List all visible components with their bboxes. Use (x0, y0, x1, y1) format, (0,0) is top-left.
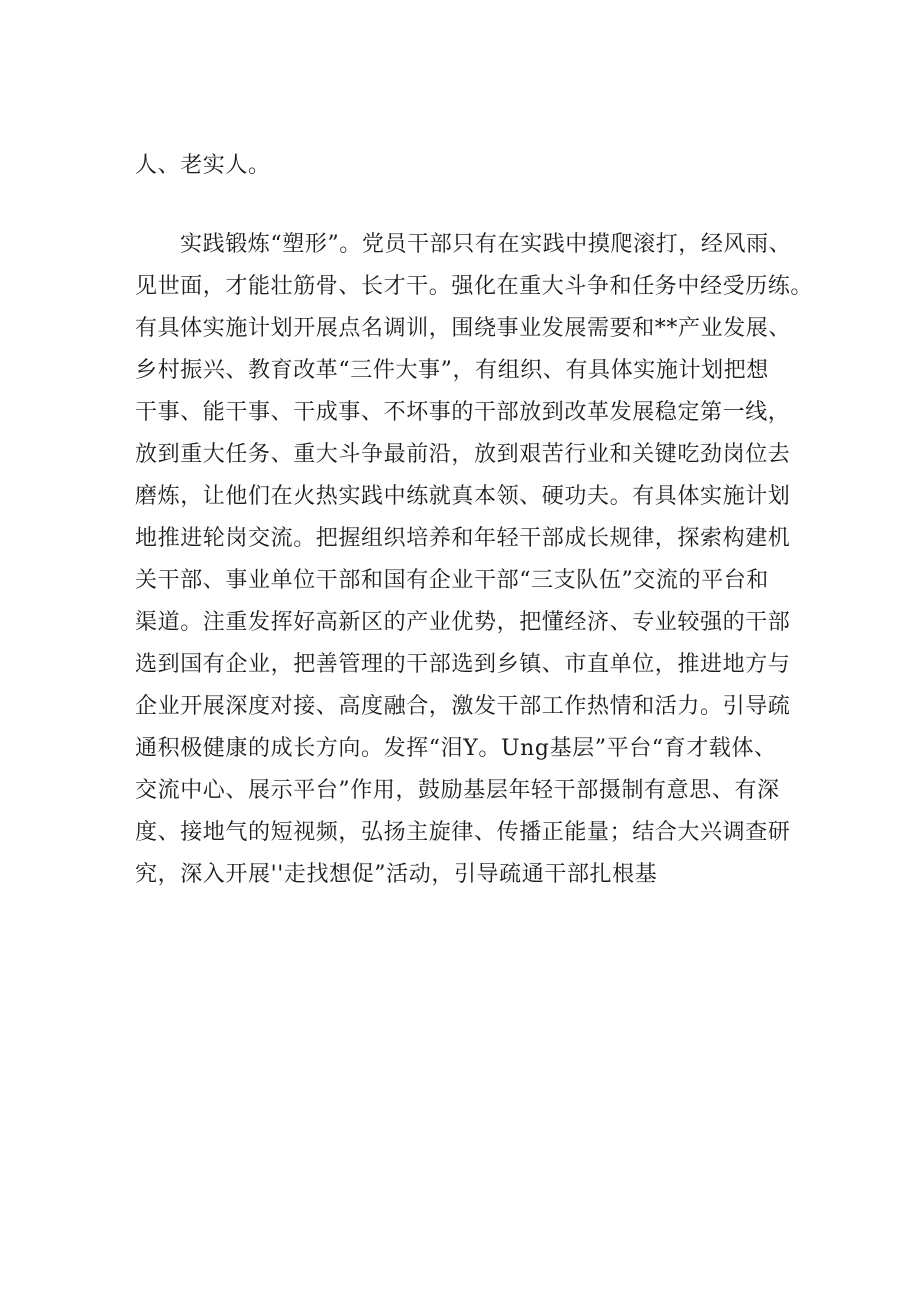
paragraph-2-line-3: 有具体实施计划开展点名调训，围绕事业发展需要和**产业发展、 (135, 316, 792, 341)
paragraph-2-line-7: 磨炼，让他们在火热实践中练就真本领、硬功夫。有具体实施计划 (135, 484, 791, 509)
paragraph-2-line-12: 企业开展深度对接、高度融合，激发干部工作热情和活力。引导疏 (135, 694, 791, 719)
paragraph-2-line-14: 交流中心、展示平台”作用，鼓励基层年轻干部摄制有意思、有深 (135, 778, 780, 803)
paragraph-2-line-6: 放到重大任务、重大斗争最前沿，放到艰苦行业和关键吃劲岗位去 (135, 442, 791, 467)
paragraph-2-line-8: 地推进轮岗交流。把握组织培养和年轻干部成长规律，探索构建机 (135, 526, 791, 551)
paragraph-2-line-15: 度、接地气的短视频，弘扬主旋律、传播正能量；结合大兴调查研 (135, 820, 791, 845)
paragraph-2-line-11: 选到国有企业，把善管理的干部选到乡镇、市直单位，推进地方与 (135, 652, 791, 677)
paragraph-2-line-1: 实践锻炼“塑形”。党员干部只有在实践中摸爬滚打，经风雨、 (180, 232, 792, 257)
paragraph-2-line-13: 通积极健康的成长方向。发挥“泪Y。Ung基层”平台“育才载体、 (135, 736, 777, 761)
paragraph-2-line-16: 究，深入开展''走找想促”活动，引导疏通干部扎根基 (135, 862, 658, 887)
paragraph-2-line-10: 渠道。注重发挥好高新区的产业优势，把懂经济、专业较强的干部 (135, 610, 791, 635)
paragraph-2-line-4: 乡村振兴、教育改革“三件大事”，有组织、有具体实施计划把想 (135, 358, 769, 383)
paragraph-1-line-1: 人、老实人。 (135, 153, 271, 178)
paragraph-2-line-9: 关干部、事业单位干部和国有企业干部“三支队伍”交流的平台和 (135, 568, 769, 593)
paragraph-2-line-2: 见世面，才能壮筋骨、长才干。强化在重大斗争和任务中经受历练。 (135, 274, 814, 299)
paragraph-2-line-5: 干事、能干事、干成事、不坏事的干部放到改革发展稳定第一线， (135, 400, 791, 425)
